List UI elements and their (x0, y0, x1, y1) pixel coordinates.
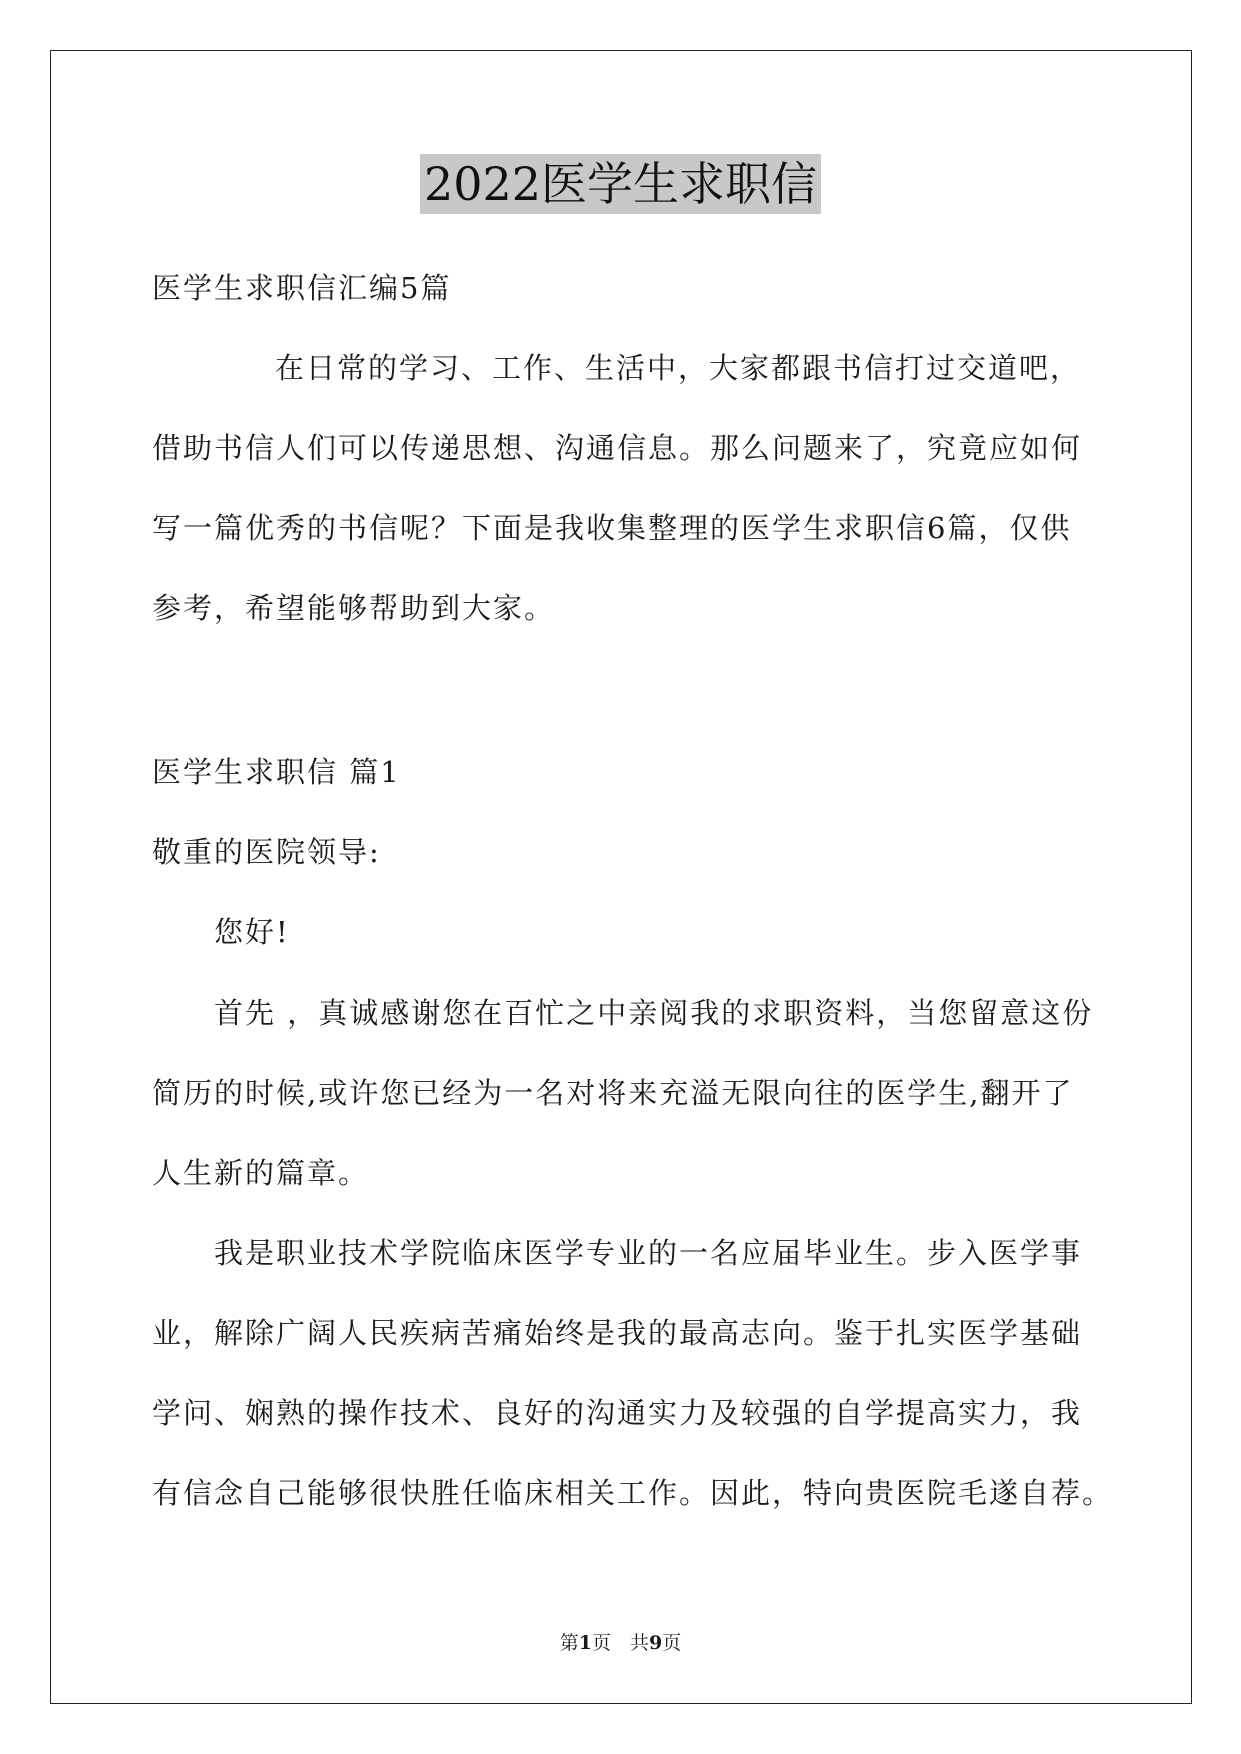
salutation: 敬重的医院领导: (152, 835, 381, 869)
title-wrap (0, 154, 1241, 214)
section-heading: 医学生求职信 篇1 (152, 755, 401, 789)
footer-suffix: 页 (662, 1632, 682, 1654)
intro-line-2: 借助书信人们可以传递思想、沟通信息。那么问题来了，究竟应如何 (152, 431, 1083, 465)
para2-line-2: 业，解除广阔人民疾病苦痛始终是我的最高志向。鉴于扎实医学基础 (152, 1316, 1083, 1350)
intro-line-3: 写一篇优秀的书信呢？下面是我收集整理的医学生求职信6篇，仅供 (152, 511, 1072, 545)
para1-line-3: 人生新的篇章。 (152, 1156, 370, 1190)
para2-line-4: 有信念自己能够很快胜任临床相关工作。因此，特向贵医院毛遂自荐。 (152, 1476, 1114, 1510)
page-footer (0, 1630, 1241, 1656)
para1-line-1: 首先 ，真诚感谢您在百忙之中亲阅我的求职资料，当您留意这份 (214, 996, 1094, 1030)
greeting: 您好! (214, 915, 290, 949)
document-subtitle: 医学生求职信汇编5篇 (152, 271, 452, 305)
footer-current-page: 1 (578, 1632, 592, 1654)
document-title: 2022医学生求职信 (420, 154, 821, 214)
intro-line-1: 在日常的学习、工作、生活中，大家都跟书信打过交道吧， (275, 351, 1082, 385)
footer-prefix: 第 (559, 1632, 579, 1654)
intro-line-4: 参考，希望能够帮助到大家。 (152, 591, 556, 625)
para2-line-1: 我是职业技术学院临床医学专业的一名应届毕业生。步入医学事 (214, 1236, 1083, 1270)
para1-line-2: 简历的时候,或许您已经为一名对将来充溢无限向往的医学生,翻开了 (152, 1076, 1074, 1110)
footer-middle: 页 共 (591, 1632, 649, 1654)
footer-total-pages: 9 (649, 1632, 663, 1654)
para2-line-3: 学问、娴熟的操作技术、良好的沟通实力及较强的自学提高实力，我 (152, 1396, 1083, 1430)
